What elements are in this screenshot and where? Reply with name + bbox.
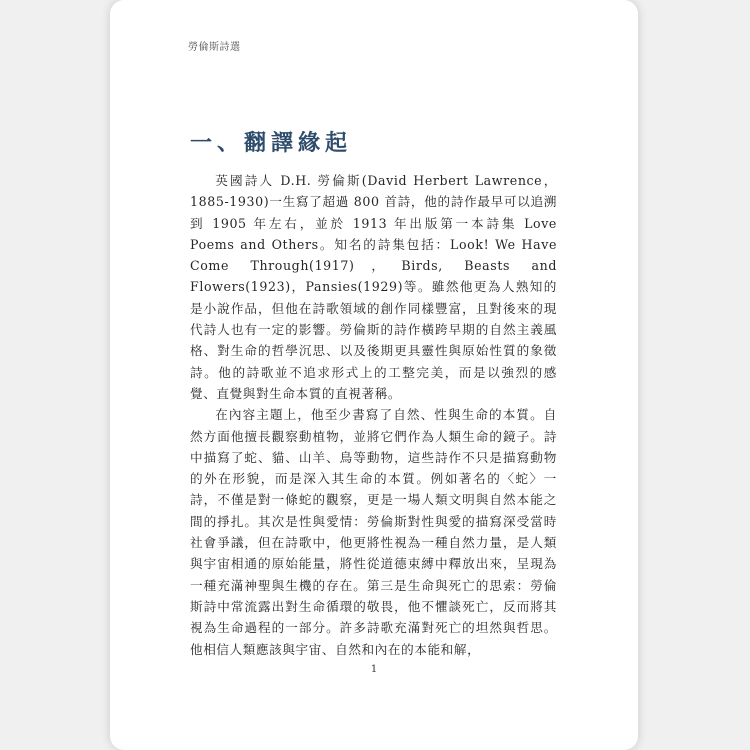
book-page [110, 0, 638, 750]
paragraph-1: 英國詩人 D.H. 勞倫斯(David Herbert Lawrence，1885-1930)一生寫了超過 800 首詩，他的詩作最早可以追溯到 1905 年左右，並於 1913 年出版第一本詩集 Love Poems and Others。知名的詩集包括：Look! We Have Come Through(1917)，Birds, Beasts and Flowers(1923)，Pansies(1929)等。雖然他更為人熟知的是小說作品，但他在詩歌領域的創作同樣豐富，且對後來的現代詩人也有一定的影響。勞倫斯的詩作橫跨早期的自然主義風格、對生命的哲學沉思、以及後期更具靈性與原始性質的象徵詩。他的詩歌並不追求形式上的工整完美，而是以強烈的感覺、直覺與對生命本質的直視著稱。 [190, 173, 557, 401]
page-number: 1 [370, 664, 378, 675]
paragraph-2: 在內容主題上，他至少書寫了自然、性與生命的本質。自然方面他擅長觀察動植物，並將它們作為人類生命的鏡子。詩中描寫了蛇、貓、山羊、鳥等動物，這些詩作不只是描寫動物的外在形貌，而是深入其生命的本質。例如著名的〈蛇〉一詩，不僅是對一條蛇的觀察，更是一場人類文明與自然本能之間的掙扎。其次是性與愛情：勞倫斯對性與愛的描寫深受當時社會爭議，但在詩歌中，他更將性視為一種自然力量，是人類與宇宙相通的原始能量，將性從道德束縛中釋放出來，呈現為一種充滿神聖與生機的存在。第三是生命與死亡的思索：勞倫斯詩中常流露出對生命循環的敬畏，他不懼談死亡，反而將其視為生命過程的一部分。許多詩歌充滿對死亡的坦然與哲思。他相信人類應該與宇宙、自然和內在的本能和解， [190, 407, 557, 657]
chapter-title: 一、翻譯緣起 [190, 131, 353, 156]
body-text [190, 170, 557, 660]
running-header: 勞倫斯詩選 [188, 42, 241, 53]
